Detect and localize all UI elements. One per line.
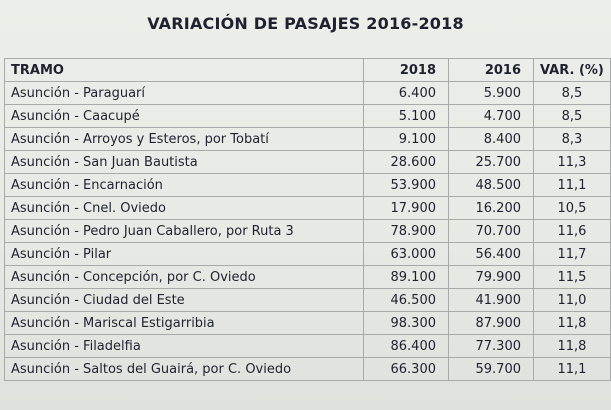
cell-tramo: Asunción - Encarnación — [5, 174, 364, 197]
cell-var: 11,6 — [534, 220, 611, 243]
cell-2018: 5.100 — [364, 105, 449, 128]
header-var: VAR. (%) — [534, 59, 611, 82]
cell-2018: 6.400 — [364, 82, 449, 105]
cell-2016: 59.700 — [449, 358, 534, 381]
cell-2018: 9.100 — [364, 128, 449, 151]
header-2018: 2018 — [364, 59, 449, 82]
fares-table — [4, 58, 611, 381]
cell-tramo: Asunción - Cnel. Oviedo — [5, 197, 364, 220]
table-row — [5, 312, 611, 335]
header-2016: 2016 — [449, 59, 534, 82]
cell-2018: 63.000 — [364, 243, 449, 266]
cell-tramo: Asunción - Caacupé — [5, 105, 364, 128]
cell-2018: 28.600 — [364, 151, 449, 174]
cell-2016: 25.700 — [449, 151, 534, 174]
cell-2016: 16.200 — [449, 197, 534, 220]
cell-2016: 48.500 — [449, 174, 534, 197]
cell-var: 11,1 — [534, 358, 611, 381]
cell-2016: 79.900 — [449, 266, 534, 289]
cell-tramo: Asunción - Ciudad del Este — [5, 289, 364, 312]
cell-var: 11,0 — [534, 289, 611, 312]
cell-tramo: Asunción - Arroyos y Esteros, por Tobatí — [5, 128, 364, 151]
cell-var: 8,3 — [534, 128, 611, 151]
cell-2018: 89.100 — [364, 266, 449, 289]
cell-2018: 98.300 — [364, 312, 449, 335]
cell-2018: 66.300 — [364, 358, 449, 381]
cell-tramo: Asunción - Concepción, por C. Oviedo — [5, 266, 364, 289]
table-row — [5, 243, 611, 266]
cell-tramo: Asunción - Pedro Juan Caballero, por Ruta 3 — [5, 220, 364, 243]
cell-2016: 5.900 — [449, 82, 534, 105]
cell-var: 11,5 — [534, 266, 611, 289]
cell-2016: 87.900 — [449, 312, 534, 335]
cell-var: 11,1 — [534, 174, 611, 197]
table-row — [5, 128, 611, 151]
table-row — [5, 174, 611, 197]
cell-var: 8,5 — [534, 105, 611, 128]
cell-2016: 8.400 — [449, 128, 534, 151]
table-row — [5, 82, 611, 105]
table-row — [5, 266, 611, 289]
cell-tramo: Asunción - San Juan Bautista — [5, 151, 364, 174]
cell-var: 11,8 — [534, 312, 611, 335]
cell-var: 11,7 — [534, 243, 611, 266]
cell-2018: 17.900 — [364, 197, 449, 220]
cell-tramo: Asunción - Filadelfia — [5, 335, 364, 358]
header-tramo: TRAMO — [5, 59, 364, 82]
cell-2018: 86.400 — [364, 335, 449, 358]
header-row — [5, 59, 611, 82]
cell-tramo: Asunción - Paraguarí — [5, 82, 364, 105]
table-row — [5, 197, 611, 220]
cell-tramo: Asunción - Mariscal Estigarribia — [5, 312, 364, 335]
cell-2016: 41.900 — [449, 289, 534, 312]
cell-var: 8,5 — [534, 82, 611, 105]
cell-2018: 53.900 — [364, 174, 449, 197]
cell-2016: 77.300 — [449, 335, 534, 358]
cell-var: 11,3 — [534, 151, 611, 174]
cell-var: 11,8 — [534, 335, 611, 358]
cell-2018: 78.900 — [364, 220, 449, 243]
cell-tramo: Asunción - Saltos del Guairá, por C. Oviedo — [5, 358, 364, 381]
table-title: VARIACIÓN DE PASAJES 2016-2018 — [147, 14, 464, 33]
cell-2016: 56.400 — [449, 243, 534, 266]
cell-var: 10,5 — [534, 197, 611, 220]
cell-2018: 46.500 — [364, 289, 449, 312]
table-body — [5, 82, 611, 381]
table-row — [5, 105, 611, 128]
cell-2016: 70.700 — [449, 220, 534, 243]
table-row — [5, 335, 611, 358]
cell-2016: 4.700 — [449, 105, 534, 128]
table-row — [5, 220, 611, 243]
cell-tramo: Asunción - Pilar — [5, 243, 364, 266]
table-row — [5, 358, 611, 381]
table-row — [5, 289, 611, 312]
table-row — [5, 151, 611, 174]
